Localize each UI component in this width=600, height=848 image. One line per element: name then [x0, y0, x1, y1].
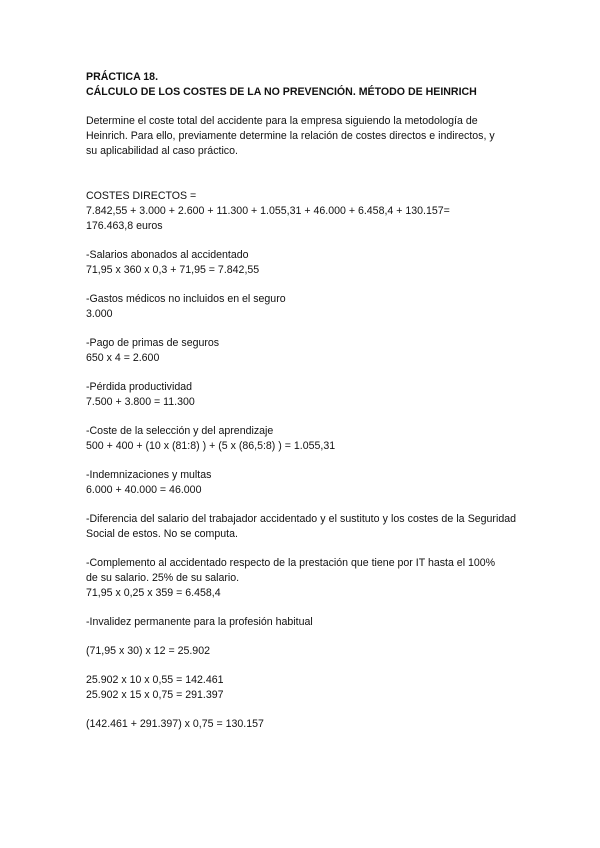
item-label: de su salario. 25% de su salario.	[86, 572, 240, 584]
intro-line: Determine el coste total del accidente para la empresa siguiendo la metodología de	[86, 115, 478, 127]
item-label: -Coste de la selección y del aprendizaje	[86, 425, 274, 437]
item-label: -Salarios abonados al accidentado	[86, 249, 249, 261]
costes-directos-label: COSTES DIRECTOS =	[86, 190, 197, 202]
item-calc: 3.000	[86, 308, 113, 320]
costes-directos-formula: 7.842,55 + 3.000 + 2.600 + 11.300 + 1.055,31 + 46.000 + 6.458,4 + 130.157=	[86, 205, 450, 217]
item-calc: 6.000 + 40.000 = 46.000	[86, 484, 202, 496]
item-label: -Gastos médicos no incluidos en el seguro	[86, 293, 286, 305]
practice-number: PRÁCTICA 18.	[86, 71, 159, 83]
item-calc: 650 x 4 = 2.600	[86, 352, 160, 364]
item-label: -Invalidez permanente para la profesión habitual	[86, 616, 313, 628]
item-label: -Pago de primas de seguros	[86, 337, 220, 349]
item-calc: (142.461 + 291.397) x 0,75 = 130.157	[86, 718, 264, 730]
item-diferencia	[86, 512, 516, 542]
item-gastos	[86, 292, 516, 322]
item-primas	[86, 336, 516, 366]
item-productividad	[86, 380, 516, 410]
page-title: CÁLCULO DE LOS COSTES DE LA NO PREVENCIÓN. MÉTODO DE HEINRICH	[86, 86, 477, 98]
item-invalidez	[86, 615, 516, 732]
item-seleccion	[86, 424, 516, 454]
item-calc: 500 + 400 + (10 x (81:8) ) + (5 x (86,5:8) ) = 1.055,31	[86, 440, 336, 452]
item-salarios	[86, 248, 516, 278]
item-calc: 71,95 x 360 x 0,3 + 71,95 = 7.842,55	[86, 264, 260, 276]
item-label: -Complemento al accidentado respecto de la prestación que tiene por IT hasta el 100%	[86, 557, 496, 569]
intro-line: su aplicabilidad al caso práctico.	[86, 145, 238, 157]
item-indemnizaciones	[86, 468, 516, 498]
item-calc: 7.500 + 3.800 = 11.300	[86, 396, 195, 408]
item-text: -Diferencia del salario del trabajador accidentado y el sustituto y los costes de la Seguridad Social de estos. No se computa.	[86, 513, 516, 540]
item-calc: 71,95 x 0,25 x 359 = 6.458,4	[86, 587, 221, 599]
costes-directos-block	[86, 189, 516, 234]
item-complemento	[86, 556, 516, 601]
document-page	[86, 70, 516, 732]
item-calc: 25.902 x 15 x 0,75 = 291.397	[86, 689, 224, 701]
intro-line: Heinrich. Para ello, previamente determine la relación de costes directos e indirectos, y	[86, 130, 495, 142]
item-calc: 25.902 x 10 x 0,55 = 142.461	[86, 674, 224, 686]
intro-paragraph	[86, 114, 516, 159]
item-label: -Indemnizaciones y multas	[86, 469, 212, 481]
item-label: -Pérdida productividad	[86, 381, 192, 393]
costes-directos-result: 176.463,8 euros	[86, 220, 163, 232]
item-calc: (71,95 x 30) x 12 = 25.902	[86, 645, 210, 657]
